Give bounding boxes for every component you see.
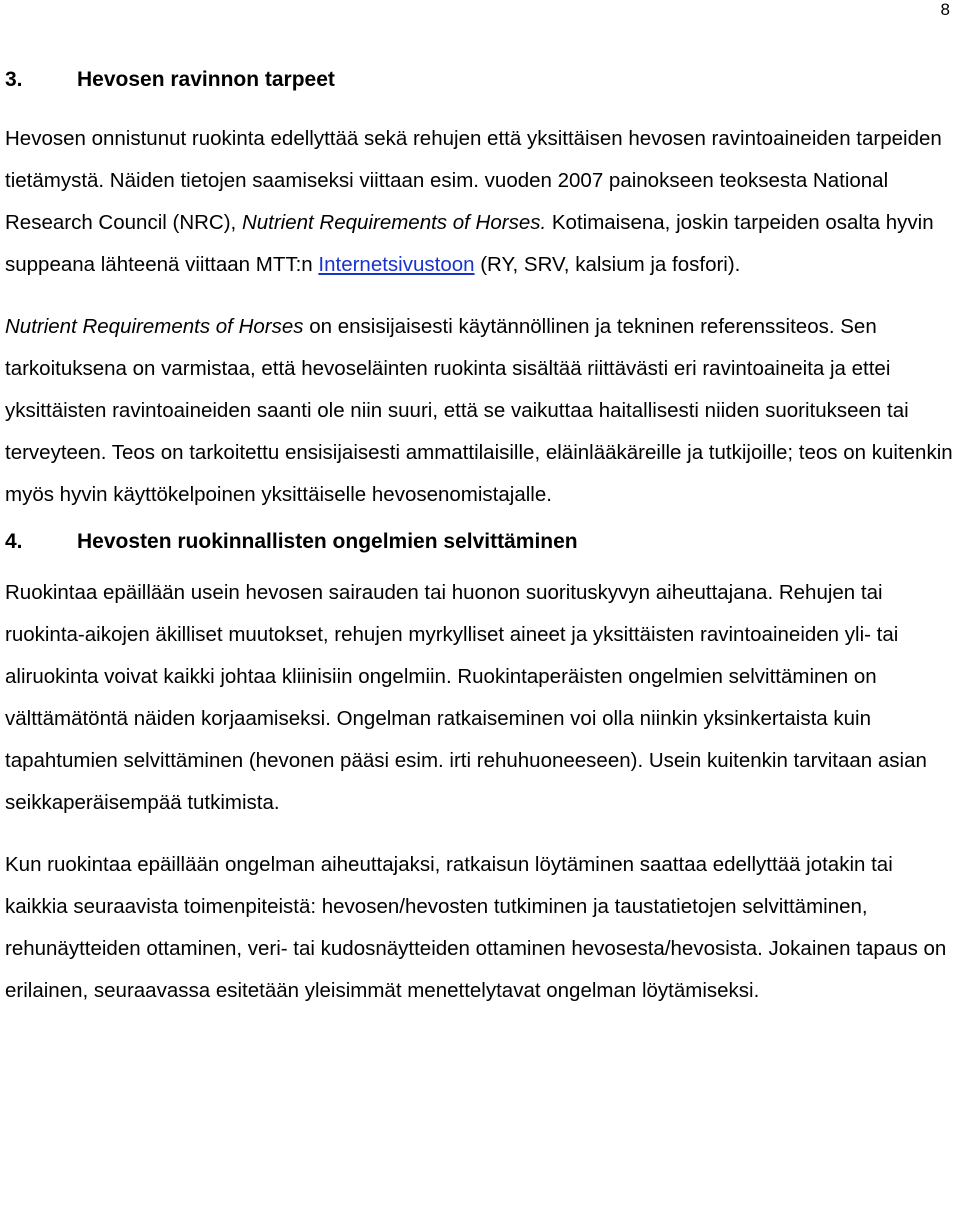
document-body <box>5 62 957 1012</box>
section-3-paragraph-2 <box>5 306 957 516</box>
section-3-number: 3. <box>5 68 23 91</box>
paragraph-text: Kotimaisena, joskin tarpeiden osalta hyvin suppeana lähteenä viittaan MTT:n <box>5 211 934 276</box>
book-title-italic: Nutrient Requirements of Horses. <box>241 211 547 234</box>
book-title-italic: Nutrient Requirements of Horses <box>5 315 304 338</box>
section-4-title: Hevosten ruokinnallisten ongelmien selvittäminen <box>77 530 578 553</box>
paragraph-text: on ensisijaisesti käytännöllinen ja tekninen referenssiteos. Sen tarkoituksena on varmistaa, että hevoseläinten ruokinta sisältää riittävästi eri ravintoaineita ja ettei yksittäisten ravintoaineiden saanti ole niin suuri, että se vaikuttaa haitallisesti niiden suoritukseen tai terveyteen. Teos on tarkoitettu ensisijaisesti ammattilaisille, eläinlääkäreille ja tutkijoille; teos on kuitenkin myös hyvin käyttökelpoinen yksittäiselle hevosenomistajalle. <box>5 315 953 506</box>
section-4-paragraph-1: Ruokintaa epäillään usein hevosen sairauden tai huonon suorituskyvyn aiheuttajana. Rehujen tai ruokinta-aikojen äkilliset muutokset, rehujen myrkylliset aineet ja yksittäisten ravintoaineiden yli- tai aliruokinta voivat kaikki johtaa kliinisiin ongelmiin. Ruokintaperäisten ongelmien selvittäminen on välttämätöntä näiden korjaamiseksi. Ongelman ratkaiseminen voi olla niinkin yksinkertaista kuin tapahtumien selvittäminen (hevonen pääsi esim. irti rehuhuoneeseen). Usein kuitenkin tarvitaan asian seikkaperäisempää tutkimista. <box>5 581 927 814</box>
section-4-paragraph-2: Kun ruokintaa epäillään ongelman aiheuttajaksi, ratkaisun löytäminen saattaa edellyttää jotakin tai kaikkia seuraavista toimenpiteistä: hevosen/hevosten tutkiminen ja taustatietojen selvittäminen, rehunäytteiden ottaminen, veri- tai kudosnäytteiden ottaminen hevosesta/hevosista. Jokainen tapaus on erilainen, seuraavassa esitetään yleisimmät menettelytavat ongelman löytämiseksi. <box>5 853 947 1002</box>
section-3-heading <box>5 62 957 98</box>
section-3-paragraph-1 <box>5 118 957 286</box>
section-4-number: 4. <box>5 530 23 553</box>
page-number: 8 <box>940 0 950 19</box>
section-3-title: Hevosen ravinnon tarpeet <box>77 68 335 91</box>
internet-site-link[interactable]: Internetsivustoon <box>318 253 475 276</box>
paragraph-text: (RY, SRV, kalsium ja fosfori). <box>474 253 741 276</box>
paragraph-text: Hevosen onnistunut ruokinta edellyttää sekä rehujen että yksittäisen hevosen ravintoaineiden tarpeiden tietämystä. Näiden tietojen saamiseksi viittaan esim. vuoden 2007 painokseen teoksesta National Research Council (NRC), <box>5 127 942 234</box>
section-4-heading <box>5 524 957 560</box>
